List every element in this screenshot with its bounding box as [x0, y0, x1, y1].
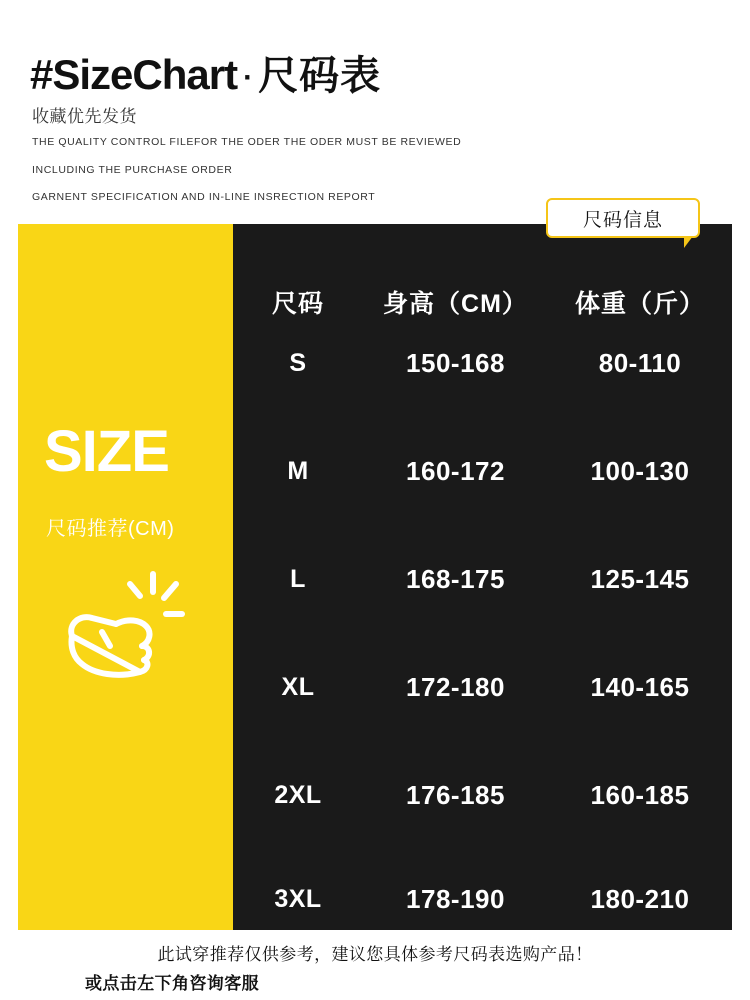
cell-size: 2XL: [274, 781, 322, 809]
header-subtitle: 收藏优先发货: [32, 107, 137, 126]
size-info-badge-label: 尺码信息: [582, 209, 663, 231]
page-title-en: #SizeChart: [30, 51, 238, 98]
header: [0, 0, 750, 225]
cell-size: S: [289, 349, 307, 377]
table-row: [233, 780, 732, 811]
size-table: [233, 224, 732, 930]
cell-weight: 80-110: [598, 348, 682, 378]
footer-line-1: 此试穿推荐仅供参考，建议您具体参考尺码表选购产品！: [157, 945, 593, 964]
cell-size: XL: [281, 673, 315, 701]
header-note-line-1: THE QUALITY CONTROL FILEFOR THE ODER THE ODER MUST BE REVIEWED: [32, 136, 462, 148]
cell-size: L: [290, 565, 306, 593]
page-title-cn: 尺码表: [258, 54, 382, 98]
cell-height: 172-180: [406, 672, 505, 702]
column-header-height: 身高（CM）: [383, 290, 528, 318]
cell-height: 168-175: [406, 564, 505, 594]
footer: [0, 930, 750, 1000]
sidebar-big-word: SIZE: [44, 419, 169, 484]
cell-weight: 125-145: [590, 564, 690, 594]
cell-height: 176-185: [406, 780, 505, 810]
table-row: [233, 672, 732, 703]
cell-height: 178-190: [406, 884, 505, 914]
cell-size: 3XL: [274, 885, 322, 913]
sidebar-sub-label: 尺码推荐(CM): [46, 518, 175, 540]
pointing-hand-icon: [58, 562, 188, 687]
table-header-row: [233, 284, 732, 320]
size-info-badge: [546, 198, 700, 238]
header-note-line-2: INCLUDING THE PURCHASE ORDER: [32, 164, 233, 176]
column-header-weight: 体重（斤）: [574, 290, 705, 318]
table-row: [233, 884, 732, 915]
cell-weight: 160-185: [590, 780, 690, 810]
page-title: [30, 44, 381, 101]
footer-line-2: 或点击左下角咨询客服: [85, 974, 259, 993]
column-header-size: 尺码: [271, 290, 324, 318]
table-row: [233, 456, 732, 487]
cell-weight: 100-130: [590, 456, 690, 486]
cell-height: 150-168: [406, 348, 505, 378]
cell-weight: 180-210: [590, 884, 690, 914]
header-note-line-3: GARNENT SPECIFICATION AND IN-LINE INSRECTION REPORT: [32, 191, 376, 203]
table-row: [233, 348, 732, 379]
cell-size: M: [287, 457, 309, 485]
size-info-badge-tail: [684, 236, 693, 248]
table-row: [233, 564, 732, 595]
cell-height: 160-172: [406, 456, 505, 486]
page-title-separator: ·: [243, 61, 253, 94]
cell-weight: 140-165: [590, 672, 690, 702]
